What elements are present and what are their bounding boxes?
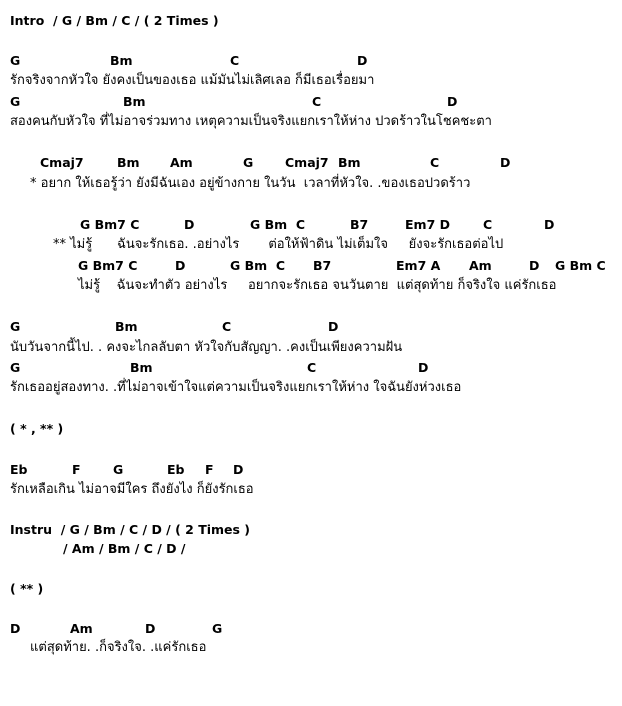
chord-label: Bm <box>338 155 361 170</box>
lyric-text: รักจริงจากหัวใจ ยังคงเป็นของเธอ แม้มันไม่เลิศเลอ ก็มีเธอเรื่อยมา <box>10 73 375 88</box>
chord-label: B7 <box>313 258 332 273</box>
chord-label: D <box>418 360 429 375</box>
chord-label: F <box>72 462 81 477</box>
chord-label: Am <box>469 258 492 273</box>
chord-label: D <box>544 217 555 232</box>
chord-label: D <box>175 258 186 273</box>
chord-label: D <box>145 621 156 636</box>
chord-label: G <box>243 155 254 170</box>
lyric-text: * อยาก ให้เธอรู้ว่า ยังมีฉันเอง อยู่ข้างกาย ในวัน เวลาที่หัวใจ. .ของเธอปวดร้าว <box>30 176 471 191</box>
chord-label: D <box>357 53 368 68</box>
chord-label: Em7 A <box>396 258 441 273</box>
chord-label: C <box>483 217 493 232</box>
chord-label: Eb <box>10 462 28 477</box>
lyric-text: ไม่รู้ ฉันจะทำตัว อย่างไร อยากจะรักเธอ จนวันตาย แต่สุดท้าย ก็จริงใจ แค่รักเธอ <box>78 278 557 293</box>
intro-line <box>0 12 219 30</box>
chord-label: Bm <box>130 360 153 375</box>
chord-label: Am <box>70 621 93 636</box>
chord-label: D <box>10 621 21 636</box>
chord-label: G Bm C <box>555 258 606 273</box>
chord-label: Bm <box>123 94 146 109</box>
chord-label: D <box>233 462 244 477</box>
chord-label: Instru / G / Bm / C / D / ( 2 Times ) <box>10 522 251 537</box>
chord-label: Eb <box>167 462 185 477</box>
chord-label: G <box>212 621 223 636</box>
chord-label: ( * , ** ) <box>10 421 64 436</box>
chord-label: G <box>10 360 21 375</box>
chord-label: Bm <box>110 53 133 68</box>
chord-label: Em7 D <box>405 217 450 232</box>
chord-label: / Am / Bm / C / D / <box>63 541 186 556</box>
lyric-text: นับวันจากนี้ไป. . คงจะไกลลับตา หัวใจกับสัญญา. .คงเป็นเพียงความฝัน <box>10 340 403 355</box>
chord-label: C <box>430 155 440 170</box>
chord-label: C <box>222 319 232 334</box>
intro-text: Intro / G / Bm / C / ( 2 Times ) <box>10 13 219 28</box>
lyric-text: แต่สุดท้าย. .ก็จริงใจ. .แค่รักเธอ <box>30 640 207 655</box>
lyric-text: รักเธออยู่สองทาง. .ที่ไม่อาจเข้าใจแต่ความเป็นจริงแยกเราให้ห่าง ใจฉันยังห่วงเธอ <box>10 380 462 395</box>
chord-label: G Bm7 C <box>78 258 138 273</box>
chord-label: G <box>10 319 21 334</box>
chord-label: Bm <box>115 319 138 334</box>
chord-label: G <box>113 462 124 477</box>
lyric-text: ** ไม่รู้ ฉันจะรักเธอ. .อย่างไร ต่อให้ฟ้าดิน ไม่เต็มใจ ยังจะรักเธอต่อไป <box>53 237 504 252</box>
chord-label: ( ** ) <box>10 581 44 596</box>
chord-label: D <box>447 94 458 109</box>
chord-label: G Bm C <box>250 217 306 232</box>
chord-label: G <box>10 53 21 68</box>
chord-label: B7 <box>350 217 369 232</box>
chord-label: Am <box>170 155 193 170</box>
chord-label: D <box>184 217 195 232</box>
chord-label: D <box>328 319 339 334</box>
chord-label: G Bm C <box>230 258 286 273</box>
chord-label: D <box>529 258 540 273</box>
chord-label: G <box>10 94 21 109</box>
chord-label: C <box>230 53 240 68</box>
chord-label: Cmaj7 <box>285 155 329 170</box>
chord-label: Cmaj7 <box>40 155 84 170</box>
chord-label: F <box>205 462 214 477</box>
chord-label: Bm <box>117 155 140 170</box>
chord-label: C <box>312 94 322 109</box>
chord-label: C <box>307 360 317 375</box>
chord-label: D <box>500 155 511 170</box>
chord-label: G Bm7 C <box>80 217 140 232</box>
lyric-text: รักเหลือเกิน ไม่อาจมีใคร ถึงยังไง ก็ยังรักเธอ <box>10 482 254 497</box>
lyric-text: สองคนกับหัวใจ ที่ไม่อาจร่วมทาง เหตุความเป็นจริงแยกเราให้ห่าง ปวดร้าวในโชคชะตา <box>10 114 492 129</box>
